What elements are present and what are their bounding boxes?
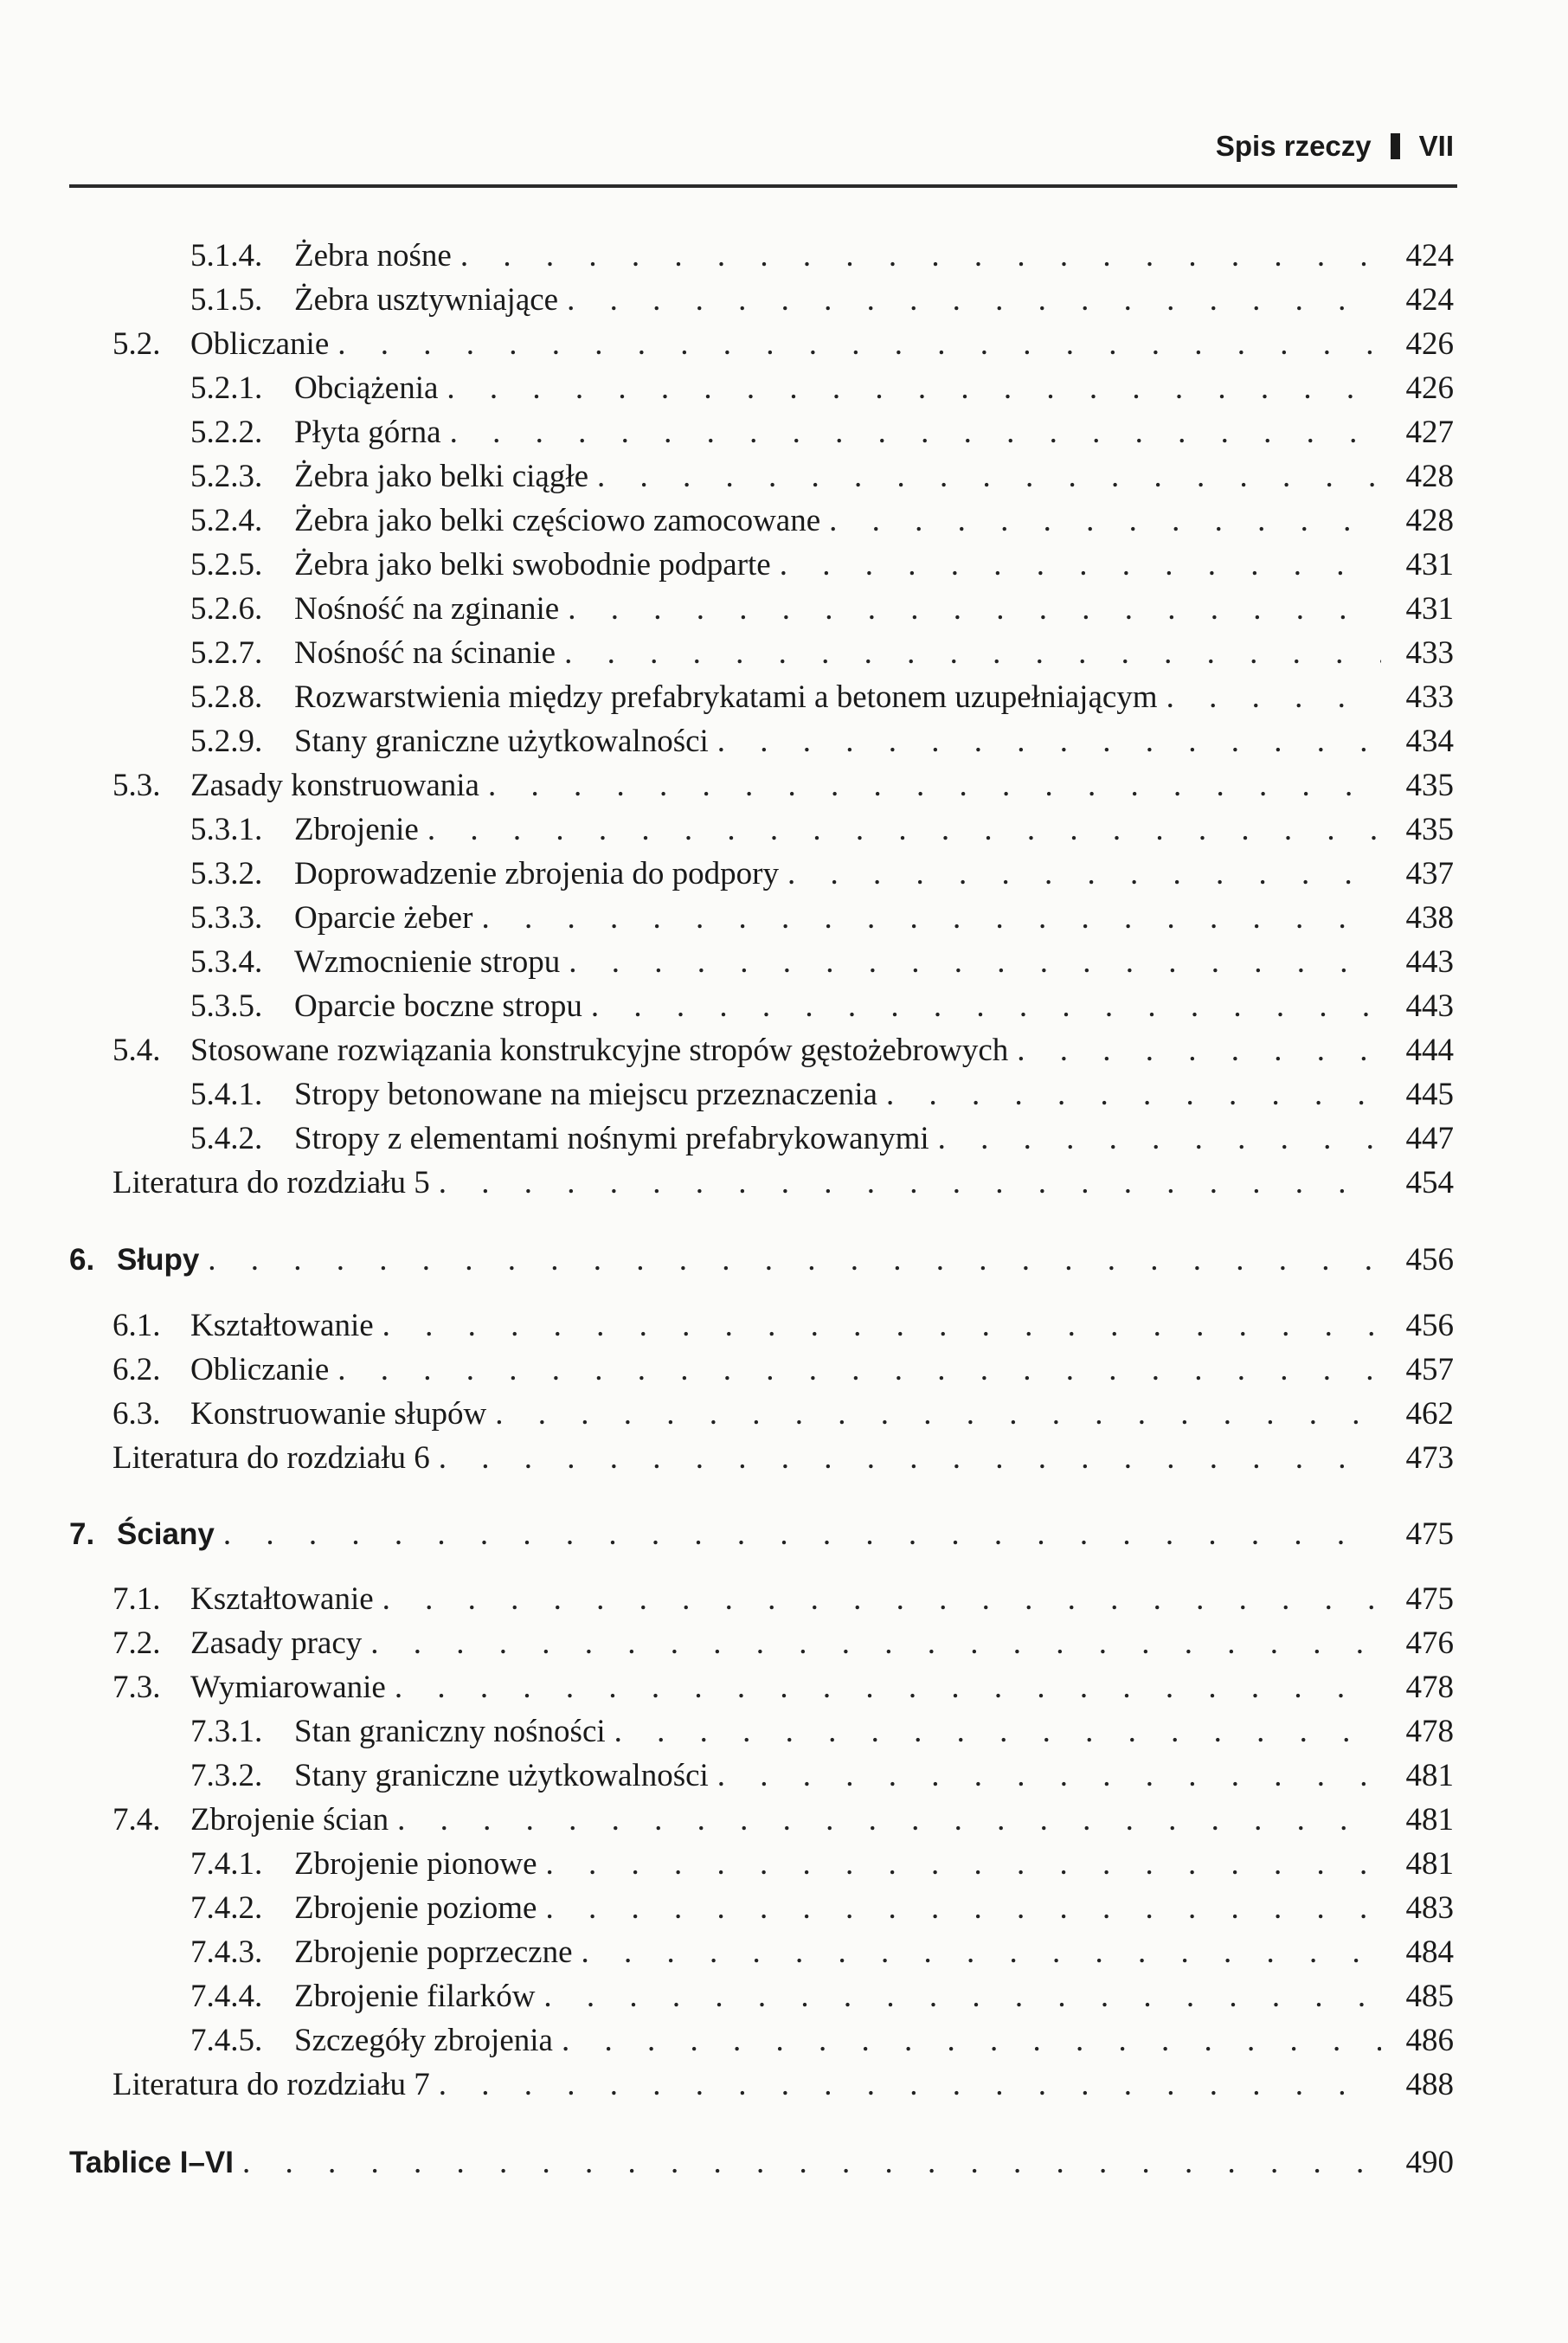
toc-entry-title: Tablice I–VI <box>69 2146 234 2179</box>
toc-entry-page: 427 <box>1405 415 1454 450</box>
dot-leader <box>215 1512 1381 1557</box>
toc-entry <box>112 1665 1454 1710</box>
toc-entry-page: 481 <box>1405 1802 1454 1838</box>
toc-entry-number: 7.4.1. <box>190 1846 263 1882</box>
toc-entry <box>190 808 1454 853</box>
toc-entry <box>190 1842 1454 1887</box>
toc-entry-page: 424 <box>1405 238 1454 274</box>
toc-entry-number: 5.2.9. <box>190 724 263 759</box>
toc-entry <box>69 1238 1454 1283</box>
toc-entry-title: Literatura do rozdziału 6 <box>112 1440 430 1476</box>
dot-leader <box>559 587 1381 632</box>
header-page-number: VII <box>1418 130 1454 162</box>
dot-leader <box>430 1161 1381 1206</box>
toc-entry-page: 454 <box>1405 1165 1454 1200</box>
toc-entry-page: 428 <box>1405 459 1454 494</box>
toc-entry <box>112 322 1454 367</box>
toc-entry-page: 445 <box>1405 1077 1454 1112</box>
toc-entry-title: Słupy <box>117 1243 200 1277</box>
dot-leader <box>438 366 1381 411</box>
toc-entry-page: 485 <box>1405 1979 1454 2014</box>
toc-entry <box>190 719 1454 764</box>
toc-entry-number: 5.1.4. <box>190 238 263 274</box>
header-title: Spis rzeczy <box>1215 130 1372 162</box>
toc-entry-page: 443 <box>1405 988 1454 1024</box>
toc-entry-number: 5.2. <box>112 326 161 362</box>
toc-entry-page: 484 <box>1405 1934 1454 1970</box>
toc-entry-page: 457 <box>1405 1352 1454 1387</box>
toc-entry-page: 475 <box>1405 1581 1454 1617</box>
toc-entry <box>190 1974 1454 2019</box>
toc-entry-title: Kształtowanie <box>190 1308 374 1343</box>
toc-entry-number: 5.3.2. <box>190 856 263 891</box>
dot-leader <box>709 1754 1381 1799</box>
dot-leader <box>537 1886 1381 1931</box>
toc-entry-title: Zbrojenie ścian <box>190 1802 389 1838</box>
dot-leader <box>709 719 1381 764</box>
toc-entry-title: Stany graniczne użytkowalności <box>294 724 709 759</box>
toc-entry-title: Oparcie żeber <box>294 900 473 936</box>
toc-entry-page: 475 <box>1405 1516 1454 1552</box>
toc-entry-title: Żebra usztywniające <box>294 282 559 318</box>
toc-entry-number: 5.1.5. <box>190 282 263 318</box>
toc-entry-title: Doprowadzenie zbrojenia do podpory <box>294 856 779 891</box>
toc-entry-title: Obliczanie <box>190 1352 330 1387</box>
toc-entry-number: 5.2.2. <box>190 415 263 450</box>
toc-entry-title: Stany graniczne użytkowalności <box>294 1758 709 1793</box>
toc-entry <box>190 1754 1454 1799</box>
toc-entry-page: 483 <box>1405 1890 1454 1926</box>
toc-entry <box>112 1348 1454 1393</box>
toc-entry-page: 478 <box>1405 1670 1454 1705</box>
toc-entry-title: Konstruowanie słupów <box>190 1396 487 1432</box>
toc-entry-number: 7.2. <box>112 1625 161 1661</box>
toc-entry-title: Zasady pracy <box>190 1625 363 1661</box>
toc-entry-page: 434 <box>1405 724 1454 759</box>
toc-entry-number: 5.2.3. <box>190 459 263 494</box>
toc-entry-page: 488 <box>1405 2067 1454 2102</box>
toc-entry-page: 435 <box>1405 768 1454 803</box>
toc-entry-title: Zbrojenie poprzeczne <box>294 1934 573 1970</box>
toc-entry-title: Literatura do rozdziału 7 <box>112 2067 430 2102</box>
header-separator <box>1391 133 1400 159</box>
toc-entry-page: 456 <box>1405 1308 1454 1343</box>
toc-entry-page: 438 <box>1405 900 1454 936</box>
dot-leader <box>199 1238 1381 1283</box>
toc-entry-title: Ściany <box>117 1517 215 1551</box>
toc-entry-page: 473 <box>1405 1440 1454 1476</box>
toc-entry <box>112 1303 1454 1349</box>
dot-leader <box>556 631 1381 676</box>
dot-leader <box>441 410 1381 455</box>
toc-entry-number: 5.2.5. <box>190 547 263 583</box>
toc-entry <box>190 896 1454 941</box>
toc-entry-title: Rozwarstwienia między prefabrykatami a betonem uzupełniającym <box>294 679 1158 715</box>
toc-entry <box>190 454 1454 499</box>
toc-entry-title: Wymiarowanie <box>190 1670 386 1705</box>
dot-leader <box>374 1577 1381 1622</box>
toc-entry-page: 486 <box>1405 2023 1454 2058</box>
toc-entry-number: 6.2. <box>112 1352 161 1387</box>
toc-entry <box>112 1436 1454 1481</box>
toc-entry-number: 6. <box>69 1243 95 1277</box>
toc-entry <box>190 852 1454 897</box>
dot-leader <box>329 322 1381 367</box>
toc-entry-number: 5.3. <box>112 768 161 803</box>
header-rule <box>69 184 1457 188</box>
toc-entry <box>190 1117 1454 1162</box>
toc-entry-title: Zbrojenie <box>294 812 419 847</box>
dot-leader <box>234 2140 1381 2185</box>
toc-entry-page: 447 <box>1405 1121 1454 1156</box>
toc-entry-number: 5.2.1. <box>190 370 263 406</box>
dot-leader <box>929 1117 1381 1162</box>
toc-entry-page: 481 <box>1405 1758 1454 1793</box>
dot-leader <box>362 1621 1381 1666</box>
toc-entry <box>112 1028 1454 1073</box>
toc-entry <box>190 410 1454 455</box>
dot-leader <box>1158 675 1381 720</box>
toc-entry-title: Szczegóły zbrojenia <box>294 2023 553 2058</box>
dot-leader <box>329 1348 1381 1393</box>
dot-leader <box>779 852 1381 897</box>
toc-entry-title: Oparcie boczne stropu <box>294 988 582 1024</box>
toc-entry <box>112 1392 1454 1437</box>
toc-entry <box>190 675 1454 720</box>
toc-entry <box>69 2140 1454 2185</box>
toc-entry-title: Obliczanie <box>190 326 330 362</box>
toc-entry <box>190 1886 1454 1931</box>
toc-entry <box>190 499 1454 544</box>
toc-entry <box>190 984 1454 1029</box>
toc-entry-number: 5.3.5. <box>190 988 263 1024</box>
toc-entry-number: 5.2.8. <box>190 679 263 715</box>
toc-entry <box>190 543 1454 588</box>
toc-entry-title: Nośność na ścinanie <box>294 635 556 671</box>
toc-entry-title: Zbrojenie filarków <box>294 1979 536 2014</box>
running-header <box>69 130 1454 173</box>
toc-entry-number: 5.4.1. <box>190 1077 263 1112</box>
toc-entry-page: 456 <box>1405 1242 1454 1278</box>
dot-leader <box>386 1665 1381 1710</box>
toc-entry <box>190 278 1454 323</box>
toc-entry-title: Kształtowanie <box>190 1581 374 1617</box>
toc-entry-title: Literatura do rozdziału 5 <box>112 1165 430 1200</box>
toc-entry-number: 5.2.4. <box>190 503 263 538</box>
toc-entry <box>190 1072 1454 1117</box>
toc-entry-title: Żebra jako belki swobodnie podparte <box>294 547 771 583</box>
toc-entry <box>190 587 1454 632</box>
dot-leader <box>573 1930 1381 1975</box>
dot-leader <box>877 1072 1381 1117</box>
toc-entry <box>112 1161 1454 1206</box>
toc-entry-page: 481 <box>1405 1846 1454 1882</box>
dot-leader <box>820 499 1381 544</box>
dot-leader <box>1008 1028 1381 1073</box>
toc-entry-number: 5.4.2. <box>190 1121 263 1156</box>
toc-entry-number: 7.3.1. <box>190 1714 263 1749</box>
toc-entry-number: 5.2.7. <box>190 635 263 671</box>
toc-entry <box>190 2018 1454 2063</box>
toc-entry-number: 7.4.4. <box>190 1979 263 2014</box>
toc-entry-number: 7. <box>69 1517 95 1551</box>
dot-leader <box>537 1842 1382 1887</box>
dot-leader <box>486 1392 1381 1437</box>
toc-entry-title: Nośność na zginanie <box>294 591 560 627</box>
toc-entry-title: Żebra jako belki częściowo zamocowane <box>294 503 821 538</box>
toc-entry <box>190 1930 1454 1975</box>
toc-entry-number: 5.4. <box>112 1033 161 1068</box>
toc-entry-page: 424 <box>1405 282 1454 318</box>
toc-entry-number: 5.3.1. <box>190 812 263 847</box>
toc-entry-page: 437 <box>1405 856 1454 891</box>
toc-entry-title: Żebra nośne <box>294 238 452 274</box>
toc-entry-title: Zbrojenie pionowe <box>294 1846 537 1882</box>
dot-leader <box>771 543 1381 588</box>
dot-leader <box>582 984 1381 1029</box>
toc-entry <box>112 1798 1454 1843</box>
toc-entry-page: 444 <box>1405 1033 1454 1068</box>
dot-leader <box>389 1798 1381 1843</box>
toc-entry-page: 431 <box>1405 591 1454 627</box>
toc-entry-page: 478 <box>1405 1714 1454 1749</box>
dot-leader <box>553 2018 1381 2063</box>
toc-entry <box>190 631 1454 676</box>
toc-entry <box>112 1577 1454 1622</box>
dot-leader <box>479 763 1381 808</box>
toc-entry-number: 7.3.2. <box>190 1758 263 1793</box>
toc-entry-page: 476 <box>1405 1625 1454 1661</box>
toc-entry-number: 6.1. <box>112 1308 161 1343</box>
toc-entry-number: 5.3.4. <box>190 944 263 980</box>
toc-entry-page: 443 <box>1405 944 1454 980</box>
toc-entry-title: Płyta górna <box>294 415 441 450</box>
toc-entry-page: 435 <box>1405 812 1454 847</box>
toc-entry-title: Stropy betonowane na miejscu przeznaczenia <box>294 1077 877 1112</box>
toc-entry-title: Obciążenia <box>294 370 439 406</box>
toc-entry-number: 7.4.3. <box>190 1934 263 1970</box>
toc-entry-number: 5.3.3. <box>190 900 263 936</box>
toc-entry-number: 7.4.5. <box>190 2023 263 2058</box>
toc-entry <box>190 234 1454 279</box>
toc-entry <box>190 940 1454 985</box>
toc-entry-number: 7.1. <box>112 1581 161 1617</box>
toc-entry-number: 7.4.2. <box>190 1890 263 1926</box>
toc-entry-title: Zasady konstruowania <box>190 768 479 803</box>
toc-entry-page: 428 <box>1405 503 1454 538</box>
toc-entry-number: 5.2.6. <box>190 591 263 627</box>
dot-leader <box>452 234 1381 279</box>
dot-leader <box>374 1303 1381 1349</box>
dot-leader <box>430 1436 1381 1481</box>
toc-entry <box>190 1709 1454 1754</box>
toc-entry-title: Stosowane rozwiązania konstrukcyjne stropów gęstożebrowych <box>190 1033 1009 1068</box>
toc-entry <box>112 2063 1454 2108</box>
dot-leader <box>419 808 1381 853</box>
dot-leader <box>588 454 1381 499</box>
toc-entry <box>112 1621 1454 1666</box>
toc-entry-title: Wzmocnienie stropu <box>294 944 561 980</box>
dot-leader <box>472 896 1381 941</box>
dot-leader <box>535 1974 1381 2019</box>
toc-entry-page: 431 <box>1405 547 1454 583</box>
toc-entry-number: 6.3. <box>112 1396 161 1432</box>
toc-entry-page: 426 <box>1405 326 1454 362</box>
toc-entry-page: 490 <box>1405 2145 1454 2180</box>
dot-leader <box>430 2063 1381 2108</box>
dot-leader <box>558 278 1381 323</box>
toc-entry-title: Stan graniczny nośności <box>294 1714 606 1749</box>
toc-entry-number: 7.3. <box>112 1670 161 1705</box>
toc-entry-page: 433 <box>1405 679 1454 715</box>
toc-entry <box>69 1512 1454 1557</box>
toc-entry <box>112 763 1454 808</box>
toc-entry-page: 462 <box>1405 1396 1454 1432</box>
dot-leader <box>606 1709 1381 1754</box>
toc-entry-title: Żebra jako belki ciągłe <box>294 459 589 494</box>
toc-entry-number: 7.4. <box>112 1802 161 1838</box>
toc-entry-title: Stropy z elementami nośnymi prefabrykowanymi <box>294 1121 929 1156</box>
toc-entry-page: 433 <box>1405 635 1454 671</box>
toc-entry-title: Zbrojenie poziome <box>294 1890 537 1926</box>
toc-entry-page: 426 <box>1405 370 1454 406</box>
toc-entry <box>190 366 1454 411</box>
dot-leader <box>560 940 1381 985</box>
